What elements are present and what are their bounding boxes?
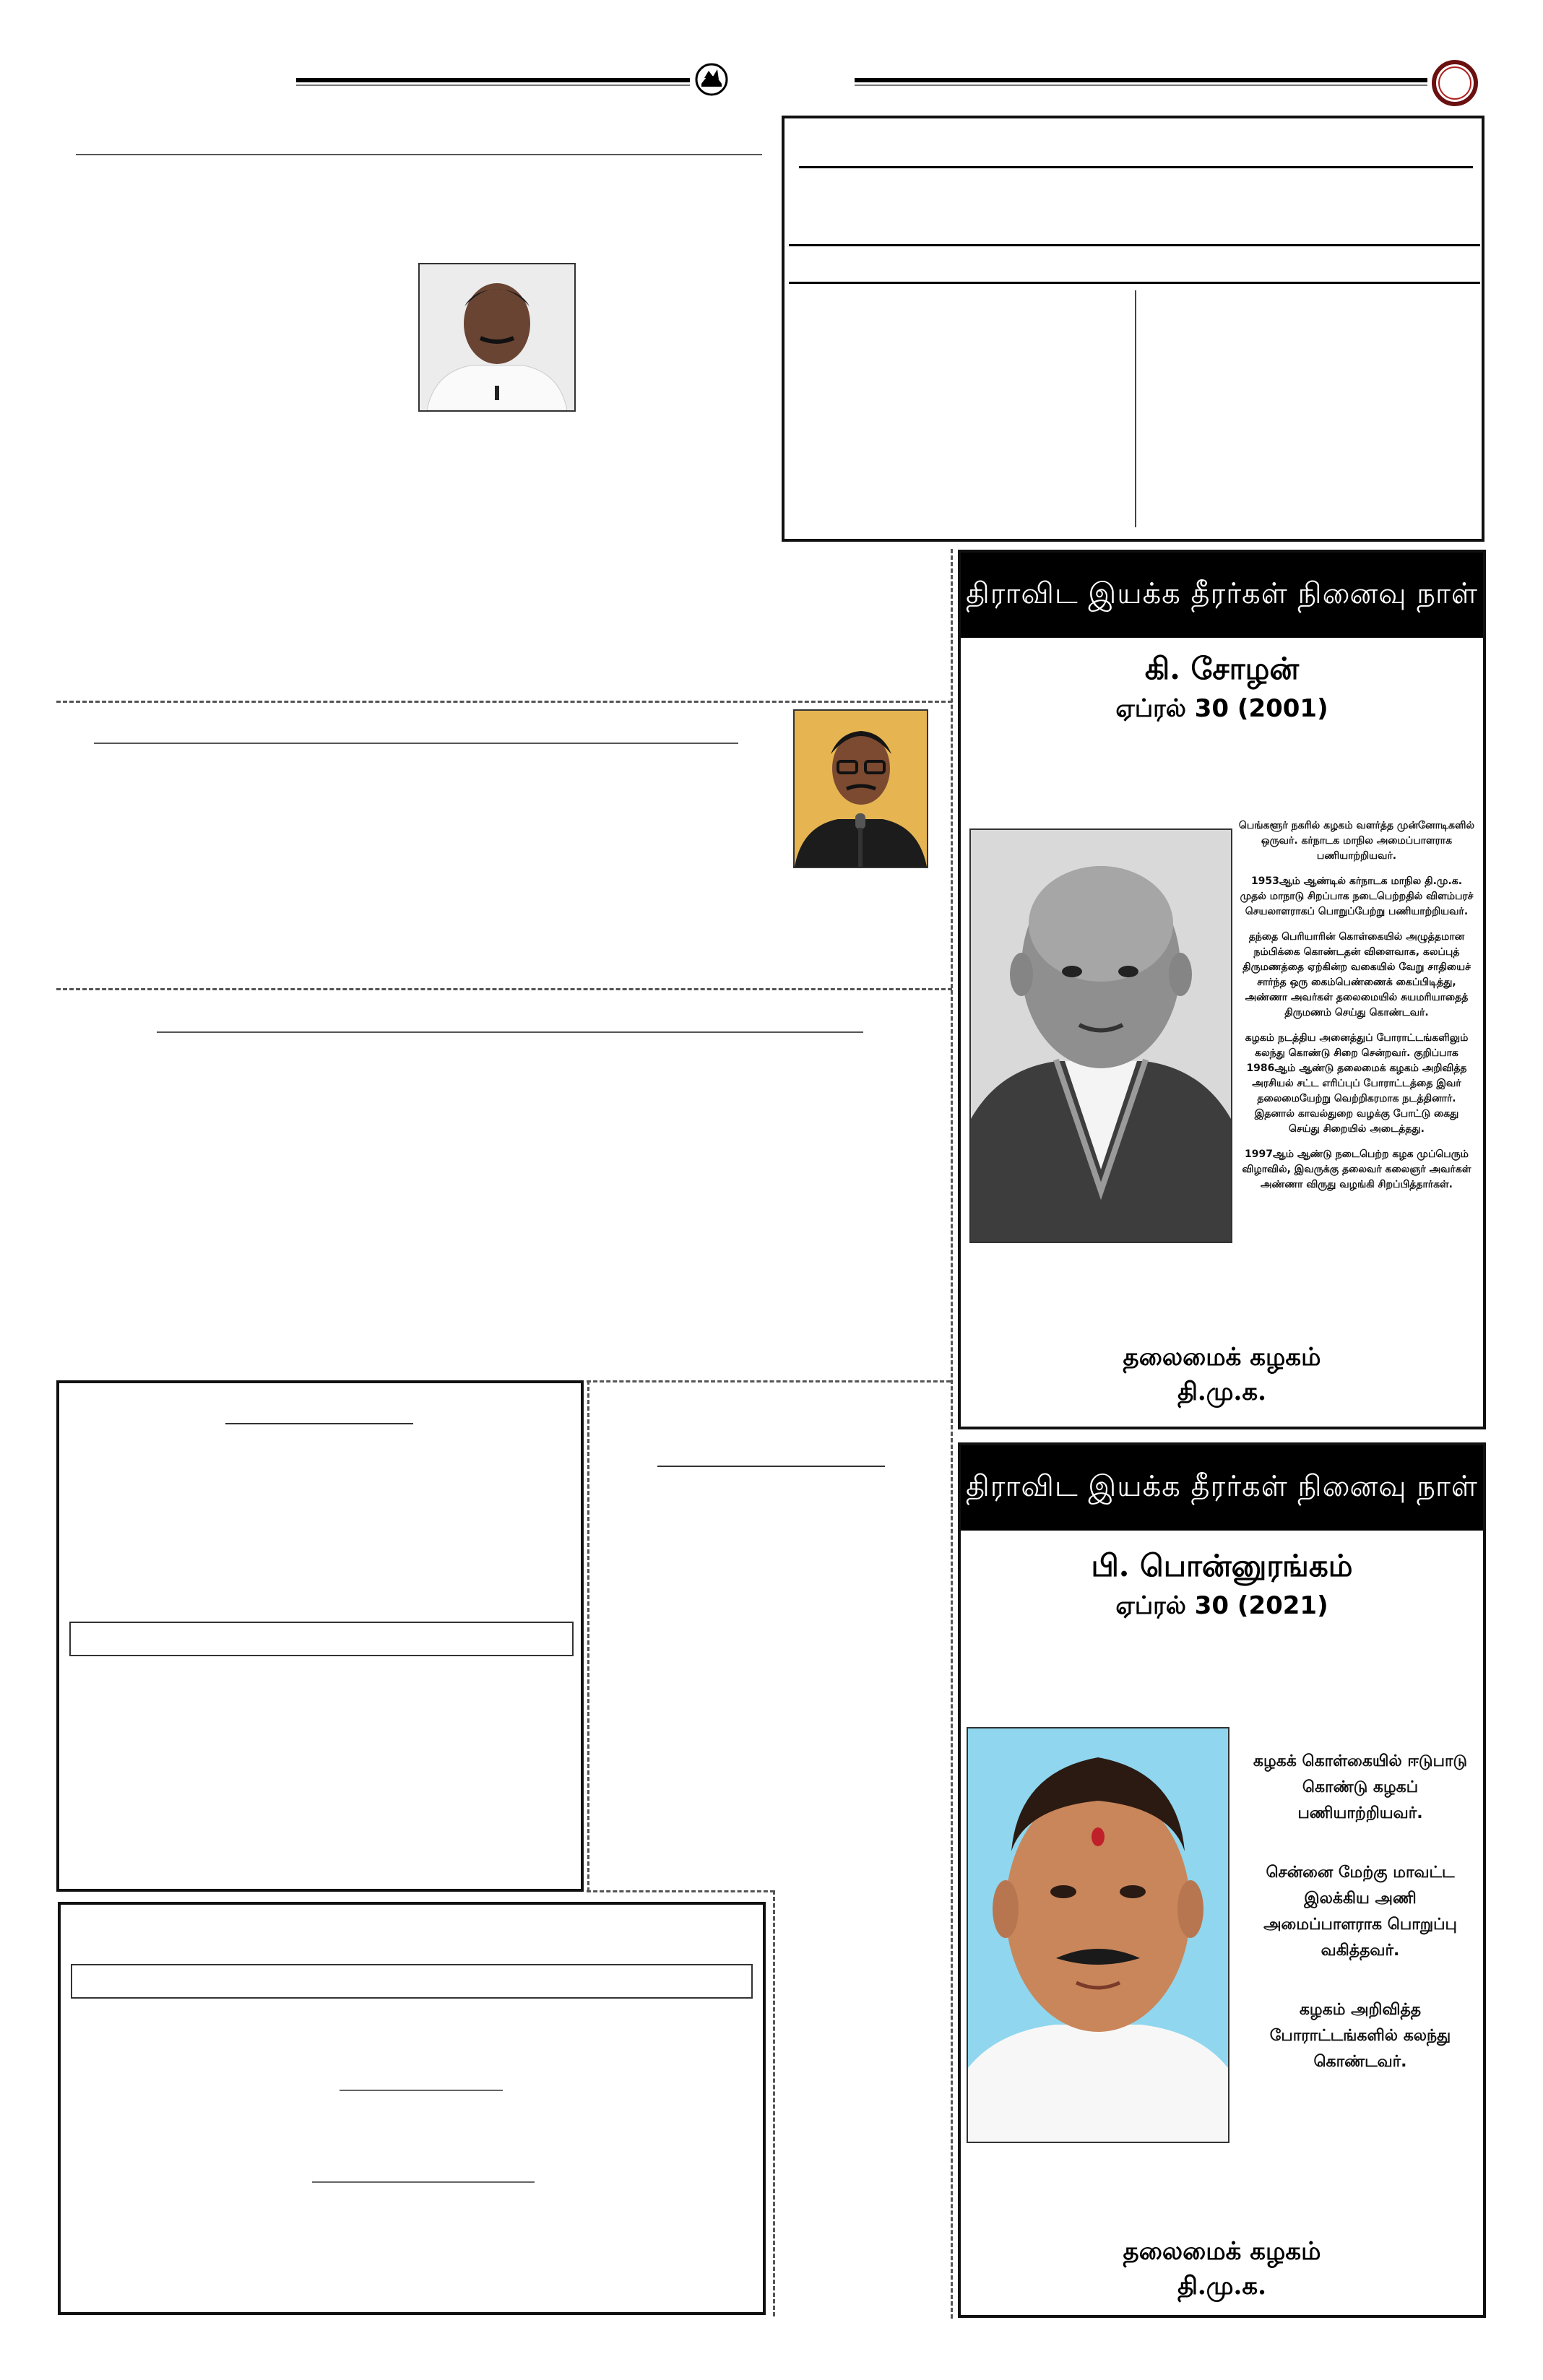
bottom-box-rule-1 <box>340 2090 503 2091</box>
bio-paragraph: 1953ஆம் ஆண்டில் கர்நாடக மாநில தி.மு.க. முதல் மாநாடு சிறப்பாக நடைபெற்றதில் விளம்பரச் செயலாளராகப் பொறுப்பேற்று பணியாற்றியவர். <box>1240 875 1474 917</box>
memorial-portrait-2 <box>967 1727 1229 2143</box>
lower-box-rule <box>225 1423 413 1424</box>
boxed-article-lower-left <box>56 1380 584 1892</box>
memorial-name: கி. சோழன் <box>1144 651 1300 686</box>
memorial-header: திராவிட இயக்க தீரர்கள் நினைவு நாள் <box>961 553 1483 638</box>
section-rule-top-left <box>76 154 762 155</box>
memorial-bio-1 <box>1238 818 1475 1203</box>
boxed-article-bottom-left <box>58 1902 766 2315</box>
footer-party: தி.மு.க. <box>1177 2272 1266 2301</box>
header-rule-left-thin <box>296 85 690 86</box>
box-rule-2 <box>789 244 1480 246</box>
dashed-separator-2 <box>56 988 952 990</box>
memorial-header: திராவிட இயக்க தீரர்கள் நினைவு நாள் <box>961 1445 1483 1531</box>
header-rule-left <box>296 78 690 82</box>
memorial-card-2 <box>958 1442 1486 2318</box>
bio-paragraph: பெங்களூர் நகரில் கழகம் வளர்த்த முன்னோடிகளில் ஒருவர். கர்நாடக மாநில அமைப்பாளராக பணியாற்றியவர். <box>1238 820 1475 862</box>
dashed-column-divider <box>951 549 953 2319</box>
dashed-frame-top <box>587 1380 951 1382</box>
memorial-name: பி. பொன்னுரங்கம் <box>1091 1548 1353 1583</box>
footer-organisation: தலைமைக் கழகம் <box>1123 1343 1321 1372</box>
leader-photo-1 <box>418 263 576 412</box>
article-rule-2 <box>94 743 738 744</box>
memorial-footer-1 <box>961 1340 1483 1409</box>
memorial-bio-2 <box>1244 1749 1477 2085</box>
memorial-card-1 <box>958 550 1486 1429</box>
bio-paragraph: சென்னை மேற்கு மாவட்ட இலக்கிய அணி அமைப்பாளராக பொறுப்பு வகித்தவர். <box>1263 1864 1457 1960</box>
dashed-separator-1 <box>56 701 952 703</box>
box-column-divider <box>1135 290 1136 527</box>
box-rule-1 <box>799 166 1473 168</box>
footer-organisation: தலைமைக் கழகம் <box>1123 2237 1321 2266</box>
middle-article-rule <box>657 1466 885 1467</box>
bio-paragraph: தந்தை பெரியாரின் கொள்கையில் அழுத்தமான நம்பிக்கை கொண்டதன் விளைவாக, கலப்புத் திருமணத்தை ஏற்கின்ற வகையில் வேறு சாதியைச் சார்ந்த ஒரு கைம்பெண்ணைக் கைப்பிடித்து, அண்ணா அவர்கள் தலைமையில் சுயமரியாதைத் திருமணம் செய்து கொண்டவர். <box>1242 931 1471 1018</box>
footer-party: தி.மு.க. <box>1177 1377 1266 1406</box>
dashed-frame-bottom <box>587 1890 774 1892</box>
box-rule-3 <box>789 282 1480 284</box>
article-rule-3 <box>157 1031 863 1033</box>
header-rule-right <box>855 78 1427 82</box>
circle-logo-icon <box>1431 59 1479 107</box>
bio-paragraph: கழகம் அறிவித்த போராட்டங்களில் கலந்து கொண்டவர். <box>1269 2001 1451 2071</box>
header-rule-right-thin <box>855 85 1427 86</box>
dashed-frame-right <box>773 1890 775 2316</box>
bottom-box-bar <box>71 1964 753 1999</box>
dashed-frame-left <box>587 1380 589 1892</box>
bio-paragraph: 1997ஆம் ஆண்டு நடைபெற்ற கழக முப்பெரும் விழாவில், இவருக்கு தலைவர் கலைஞர் அவர்கள் அண்ணா விருது வழங்கி சிறப்பித்தார்கள். <box>1242 1148 1471 1190</box>
memorial-date: ஏப்ரல் 30 (2001) <box>1115 694 1328 723</box>
bottom-box-rule-2 <box>312 2181 535 2183</box>
memorial-footer-2 <box>961 2234 1483 2303</box>
memorial-portrait-1 <box>969 828 1232 1243</box>
bio-paragraph: கழகம் நடத்திய அனைத்துப் போராட்டங்களிலும் கலந்து கொண்டு சிறை சென்றவர். குறிப்பாக 1986ஆம் ஆண்டு தலைமைக் கழகம் அறிவித்த அரசியல் சட்ட எரிப்புப் போராட்டத்தை இவர் தலைமையேற்று வெற்றிகரமாக நடத்தினார். இதனால் காவல்துறை வழக்கு போட்டு கைது செய்து சிறையில் அடைத்தது. <box>1245 1032 1469 1135</box>
leader-photo-2 <box>793 709 928 868</box>
bio-paragraph: கழகக் கொள்கையில் ஈடுபாடு கொண்டு கழகப் பணியாற்றியவர். <box>1253 1752 1468 1822</box>
memorial-date: ஏப்ரல் 30 (2021) <box>1115 1591 1328 1620</box>
rising-sun-icon <box>694 62 729 97</box>
boxed-article-top-right <box>782 116 1484 542</box>
lower-box-bar <box>69 1622 574 1656</box>
